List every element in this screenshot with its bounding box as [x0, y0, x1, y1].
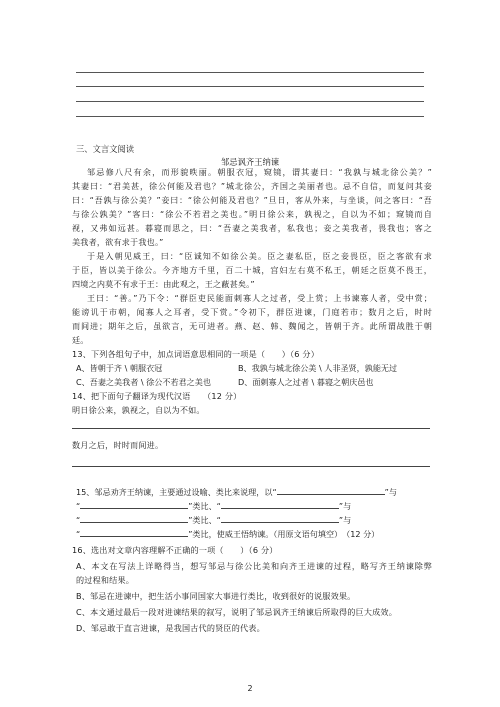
section-heading: 三、文言文阅读: [76, 144, 135, 154]
passage-line: 视，又弗如远甚。暮寝而思之，曰：“吾妻之美我者，私我也；妾之美我者，畏我也；客之: [72, 223, 432, 233]
question-13-option-c: C、吾妻之美我者 \ 徐公不若君之美也: [76, 377, 211, 387]
blank-field[interactable]: [221, 514, 339, 523]
passage-line: 曰：“吾孰与徐公美？”妾曰：“徐公何能及君也？”旦日，客从外来，与坐谈，问之客曰：“吾: [72, 195, 432, 205]
question-16-option-a-cont: 的过程和结果。: [76, 575, 135, 585]
passage-line: 王曰：“善。”乃下令：“群臣吏民能面刺寡人之过者，受上赏；上书谏寡人者，受中赏；: [87, 293, 432, 303]
question-13-option-d: D、面刺寡人之过者 \ 暮寝之朝庆邑也: [238, 377, 374, 387]
answer-line: [76, 72, 424, 73]
question-15-row-3: [76, 514, 436, 525]
blank-connector: ”与: [338, 515, 352, 525]
blank-connector: ”与: [338, 501, 352, 511]
question-15-lead: 15、邹忌劝齐王纳谏，主要通过设喻、类比来说理，以“: [76, 487, 277, 497]
question-14-sentence-2: 数月之后，时时而间进。: [72, 440, 164, 450]
blank-connector: “: [76, 501, 81, 511]
blank-field[interactable]: [80, 514, 188, 523]
blank-connector: “: [76, 515, 81, 525]
passage-title: 邹忌讽齐王纳谏: [220, 157, 280, 167]
question-14-sentence-1: 明日徐公来，孰视之，自以为不如。: [72, 405, 205, 415]
passage-line: 与徐公孰美？”客曰：“徐公不若君之美也。”明日徐公来，孰视之，自以为不如；窥镜而自: [72, 209, 432, 219]
blank-connector: ”类比、“: [188, 501, 221, 511]
question-13-stem: 13、下列各组句子中，加点词语意思相同的一项是（ ）（6 分）: [72, 349, 319, 359]
blank-connector: “: [76, 529, 81, 539]
question-13-option-a: A、皆朝于齐 \ 朝服衣冠: [76, 363, 163, 373]
question-16-option-b: B、邹忌在进谏中，把生活小事同国家大事进行类比，收到很好的说服效果。: [76, 591, 356, 601]
passage-line: 四境之内莫不有求于王：由此观之，王之蔽甚矣。”: [72, 279, 255, 289]
passage-line: 能谤讥于市朝，闻寡人之耳者，受下赏。”令初下，群臣进谏，门庭若市；数月之后，时时: [72, 307, 432, 317]
blank-connector: ”类比、“: [188, 515, 221, 525]
passage-line: 邹忌修八尺有余，而形貌昳丽。朝服衣冠，窥镜，谓其妻曰：“我孰与城北徐公美？”: [87, 167, 432, 177]
question-14-stem: 14、把下面句子翻译为现代汉语 （12 分）: [72, 391, 242, 401]
question-16-option-d: D、邹忌敢于直言进谏，是我国古代的贤臣的代表。: [76, 623, 265, 633]
question-15-row-1: [76, 486, 436, 497]
blank-field[interactable]: [221, 500, 339, 509]
passage-line: 而间进；期年之后，虽欲言，无可进者。燕、赵、韩、魏闻之，皆朝于齐。此所谓战胜于朝: [72, 321, 432, 331]
question-16-stem: 16、选出对文章内容理解不正确的一项（ ）（6 分）: [72, 545, 278, 555]
answer-line: [76, 101, 424, 102]
passage-line: 廷。: [72, 335, 89, 345]
passage-line: 美我者，欲有求于我也。”: [72, 237, 164, 247]
blank-field[interactable]: [277, 486, 385, 495]
answer-line: [72, 428, 430, 429]
question-16-option-c: C、本文通过最后一段对进谏结果的叙写，说明了邹忌讽齐王纳谏后所取得的巨大成效。: [76, 607, 398, 617]
blank-connector: ”与: [384, 487, 397, 497]
blank-connector: ”类比，使威王悟纳谏。（用原文语句填空） （12 分）: [188, 529, 380, 539]
passage-line: 其妻曰：“君美甚，徐公何能及君也？”城北徐公，齐国之美丽者也。忌不自信，而复问其妾: [72, 181, 432, 191]
question-13-option-b: B、我孰与城北徐公美 \ 人非圣贤，孰能无过: [238, 363, 398, 373]
passage-line: 于臣，皆以美于徐公。今齐地方千里，百二十城，宫妇左右莫不私王，朝廷之臣莫不畏王，: [72, 265, 432, 275]
answer-line: [76, 86, 424, 87]
question-15-row-4: [76, 528, 436, 539]
blank-field[interactable]: [80, 528, 188, 537]
answer-line: [76, 116, 424, 117]
question-16-option-a: A、本文在写法上详略得当，想写邹忌与徐公比美和向齐王进谏的过程，略写齐王纳谏除弊: [76, 561, 432, 571]
blank-field[interactable]: [80, 500, 188, 509]
question-15-row-2: [76, 500, 436, 511]
page-number: 2: [247, 684, 253, 693]
passage-line: 于是入朝见威王，曰：“臣诚知不如徐公美。臣之妻私臣，臣之妾畏臣，臣之客欲有求: [87, 251, 432, 261]
answer-line: [72, 466, 430, 467]
